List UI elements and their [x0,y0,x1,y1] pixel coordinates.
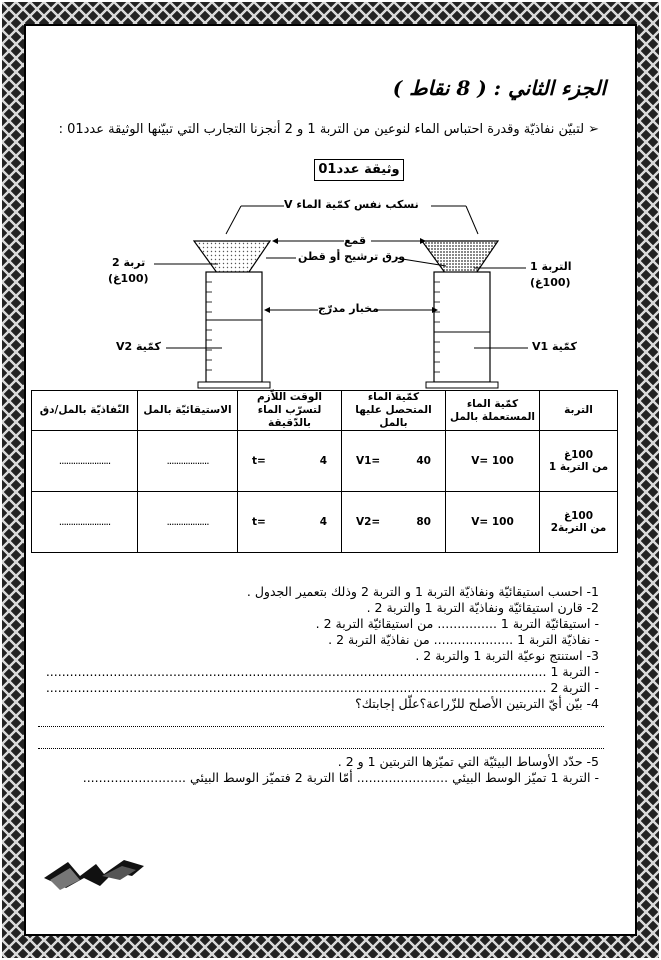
header-water-obtained: كمّية الماء المتحصل عليها بالمل [342,391,446,431]
question-5: 5- حدّد الأوساط البيئيّة التي تميّزها التربتين 1 و 2 . [337,754,599,769]
cylinder-right [434,272,490,382]
answer-line[interactable]: .............................................................................................................................. [45,680,547,695]
question-2a: - استيقائيّة التربة 1 ............... من استيقائيّة التربة 2 . [315,616,599,631]
question-3b [39,680,599,695]
header-time: الوقت اللاّزم لتسرّب الماء بالدّقيقة [238,391,342,431]
used-cell: V= 100 [446,492,540,553]
answer-line[interactable] [38,726,604,727]
time-prefix: t= [252,455,266,467]
soil1-label: التربة 1 [530,260,572,273]
intro-sentence: لتبيّن نفاذيّة وقدرة احتباس الماء لنوعين من التربة 1 و 2 أنجزنا التجارب التي تبيّنها الوثيقة عدد01 : [58,122,585,137]
decorative-logo-icon [40,842,150,896]
answer-line[interactable]: .......................... [82,770,187,785]
answer-line[interactable]: ....................... [356,770,449,785]
used-cell: V= 100 [446,431,540,492]
header-soil: التربة [540,391,618,431]
answer-line[interactable] [38,748,604,749]
pour-label: نسكب نفس كمّية الماء V [284,198,419,211]
question-3: 3- استنتج نوعيّة التربة 1 والتربة 2 . [415,648,599,663]
obtained-value: 80 [416,516,431,528]
soil-cell [540,431,618,492]
time-cell [238,431,342,492]
pour-arrow-right-down [466,206,478,234]
permeability-cell[interactable]: ...................... [32,492,138,553]
soil-mass: 100غ [563,510,594,522]
time-cell [238,492,342,553]
question-5a-label: - التربة 1 تميّز الوسط البيئي [452,770,599,785]
soil-mass: 100غ [563,449,594,461]
cylinder-label: مخبار مدرّج [318,302,379,315]
v2-label: كمّية V2 [116,340,161,353]
time-value: 4 [319,455,327,467]
question-5a [39,770,599,785]
time-value: 4 [319,516,327,528]
header-retention: الاستيقائيّة بالمل [138,391,238,431]
retention-cell[interactable]: .................. [138,492,238,553]
soil2-label: تربة 2 [112,256,146,269]
question-1: 1- احسب استيقائيّة ونفاذيّة التربة 1 و التربة 2 وذلك بتعمير الجدول . [246,584,599,599]
question-3a-label: - التربة 1 [550,664,599,679]
funnel-label: قمع [344,234,367,247]
question-5b-label: أمّا التربة 2 فتميّز الوسط البيئي [190,770,353,785]
permeability-cell[interactable]: ...................... [32,431,138,492]
filter-label: ورق ترشيح أو قطن [298,250,406,263]
cylinder-right-base [426,382,498,388]
soil-name: من التربة2 [550,522,607,534]
v1-label: كمّية V1 [532,340,577,353]
obtained-prefix: V2= [356,516,381,528]
apparatus-soil-2 [194,241,270,388]
retention-cell[interactable]: .................. [138,431,238,492]
results-table [31,390,618,553]
answer-line[interactable]: .............................................................................................................................. [45,664,547,679]
exam-page [24,24,637,936]
section-title: الجزء الثاني : ( 8 نقاط ) [392,76,606,100]
obtained-value: 40 [416,455,431,467]
soil1-mass: (100غ) [530,276,571,289]
table-row [32,431,618,492]
table-header-row [32,391,618,431]
apparatus-soil-1 [422,241,498,388]
time-prefix: t= [252,516,266,528]
table-row [32,492,618,553]
cylinder-left [206,272,262,382]
pour-arrow-left-down [226,206,241,234]
obtained-cell [342,431,446,492]
obtained-prefix: V1= [356,455,381,467]
soil-cell [540,492,618,553]
cylinder-left-base [198,382,270,388]
header-permeability: النّفاذيّة بالمل/دق [32,391,138,431]
header-water-used: كمّية الماء المستعملة بالمل [446,391,540,431]
question-3a [39,664,599,679]
question-2: 2- قارن استيقائيّة ونفاذيّة التربة 1 والتربة 2 . [366,600,599,615]
question-3b-label: - التربة 2 [550,680,599,695]
soil-name: من التربة 1 [548,461,609,473]
arrow-bullet-icon: ➢ [588,122,599,137]
document-label: وثيقة عدد01 [314,159,404,181]
question-2b: - نفاذيّة التربة 1 .................... من نفاذيّة التربة 2 . [328,632,599,647]
obtained-cell [342,492,446,553]
question-4: 4- بيّن أيّ التربتين الأصلح للزّراعة؟علّل إجابتك؟ [355,696,599,711]
soil2-mass: (100غ) [108,272,149,285]
